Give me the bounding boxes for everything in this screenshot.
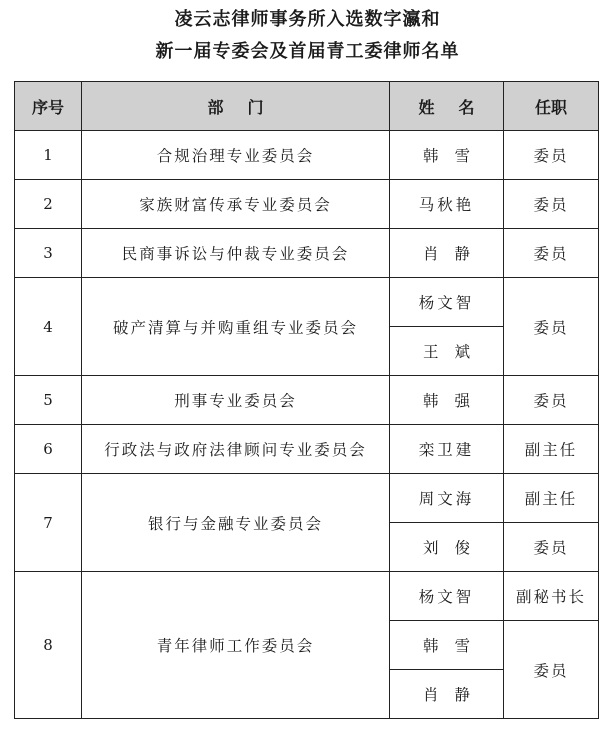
row-role: 副主任 bbox=[504, 474, 599, 523]
row-name: 杨文智 bbox=[390, 278, 504, 327]
row-role: 副主任 bbox=[504, 425, 599, 474]
row-dept: 民商事诉讼与仲裁专业委员会 bbox=[82, 229, 390, 278]
row-dept: 家族财富传承专业委员会 bbox=[82, 180, 390, 229]
row-role: 委员 bbox=[504, 523, 599, 572]
title-line-2: 新一届专委会及首届青工委律师名单 bbox=[155, 41, 460, 62]
row-role: 副秘书长 bbox=[504, 572, 599, 621]
row-index: 7 bbox=[15, 474, 82, 572]
row-role: 委员 bbox=[504, 180, 599, 229]
row-dept: 刑事专业委员会 bbox=[82, 376, 390, 425]
table-row bbox=[15, 572, 599, 621]
header-dept: 部门 bbox=[82, 82, 390, 131]
row-name: 刘俊 bbox=[390, 523, 504, 572]
row-name: 周文海 bbox=[390, 474, 504, 523]
row-name: 韩雪 bbox=[390, 131, 504, 180]
row-role: 委员 bbox=[504, 278, 599, 376]
table-row bbox=[15, 376, 599, 425]
row-dept: 合规治理专业委员会 bbox=[82, 131, 390, 180]
row-name: 韩雪 bbox=[390, 621, 504, 670]
row-dept: 破产清算与并购重组专业委员会 bbox=[82, 278, 390, 376]
row-dept: 青年律师工作委员会 bbox=[82, 572, 390, 719]
row-index: 8 bbox=[15, 572, 82, 719]
row-dept: 银行与金融专业委员会 bbox=[82, 474, 390, 572]
row-role: 委员 bbox=[504, 229, 599, 278]
header-role: 任职 bbox=[504, 82, 599, 131]
table-row bbox=[15, 474, 599, 523]
row-name: 王斌 bbox=[390, 327, 504, 376]
row-index: 4 bbox=[15, 278, 82, 376]
table-row bbox=[15, 131, 599, 180]
row-role: 委员 bbox=[504, 621, 599, 719]
row-index: 5 bbox=[15, 376, 82, 425]
header-index: 序号 bbox=[15, 82, 82, 131]
table-row bbox=[15, 425, 599, 474]
table-row bbox=[15, 278, 599, 327]
row-name: 肖静 bbox=[390, 670, 504, 719]
title-line-1: 凌云志律师事务所入选数字瀛和 bbox=[174, 9, 441, 30]
row-dept: 行政法与政府法律顾问专业委员会 bbox=[82, 425, 390, 474]
row-name: 肖静 bbox=[390, 229, 504, 278]
row-index: 6 bbox=[15, 425, 82, 474]
row-name: 韩强 bbox=[390, 376, 504, 425]
member-table bbox=[14, 81, 599, 719]
header-name: 姓名 bbox=[390, 82, 504, 131]
row-name: 栾卫建 bbox=[390, 425, 504, 474]
row-role: 委员 bbox=[504, 131, 599, 180]
row-index: 3 bbox=[15, 229, 82, 278]
row-index: 1 bbox=[15, 131, 82, 180]
row-role: 委员 bbox=[504, 376, 599, 425]
row-name: 马秋艳 bbox=[390, 180, 504, 229]
table-row bbox=[15, 229, 599, 278]
header-row bbox=[15, 82, 599, 131]
table-row bbox=[15, 180, 599, 229]
row-index: 2 bbox=[15, 180, 82, 229]
row-name: 杨文智 bbox=[390, 572, 504, 621]
